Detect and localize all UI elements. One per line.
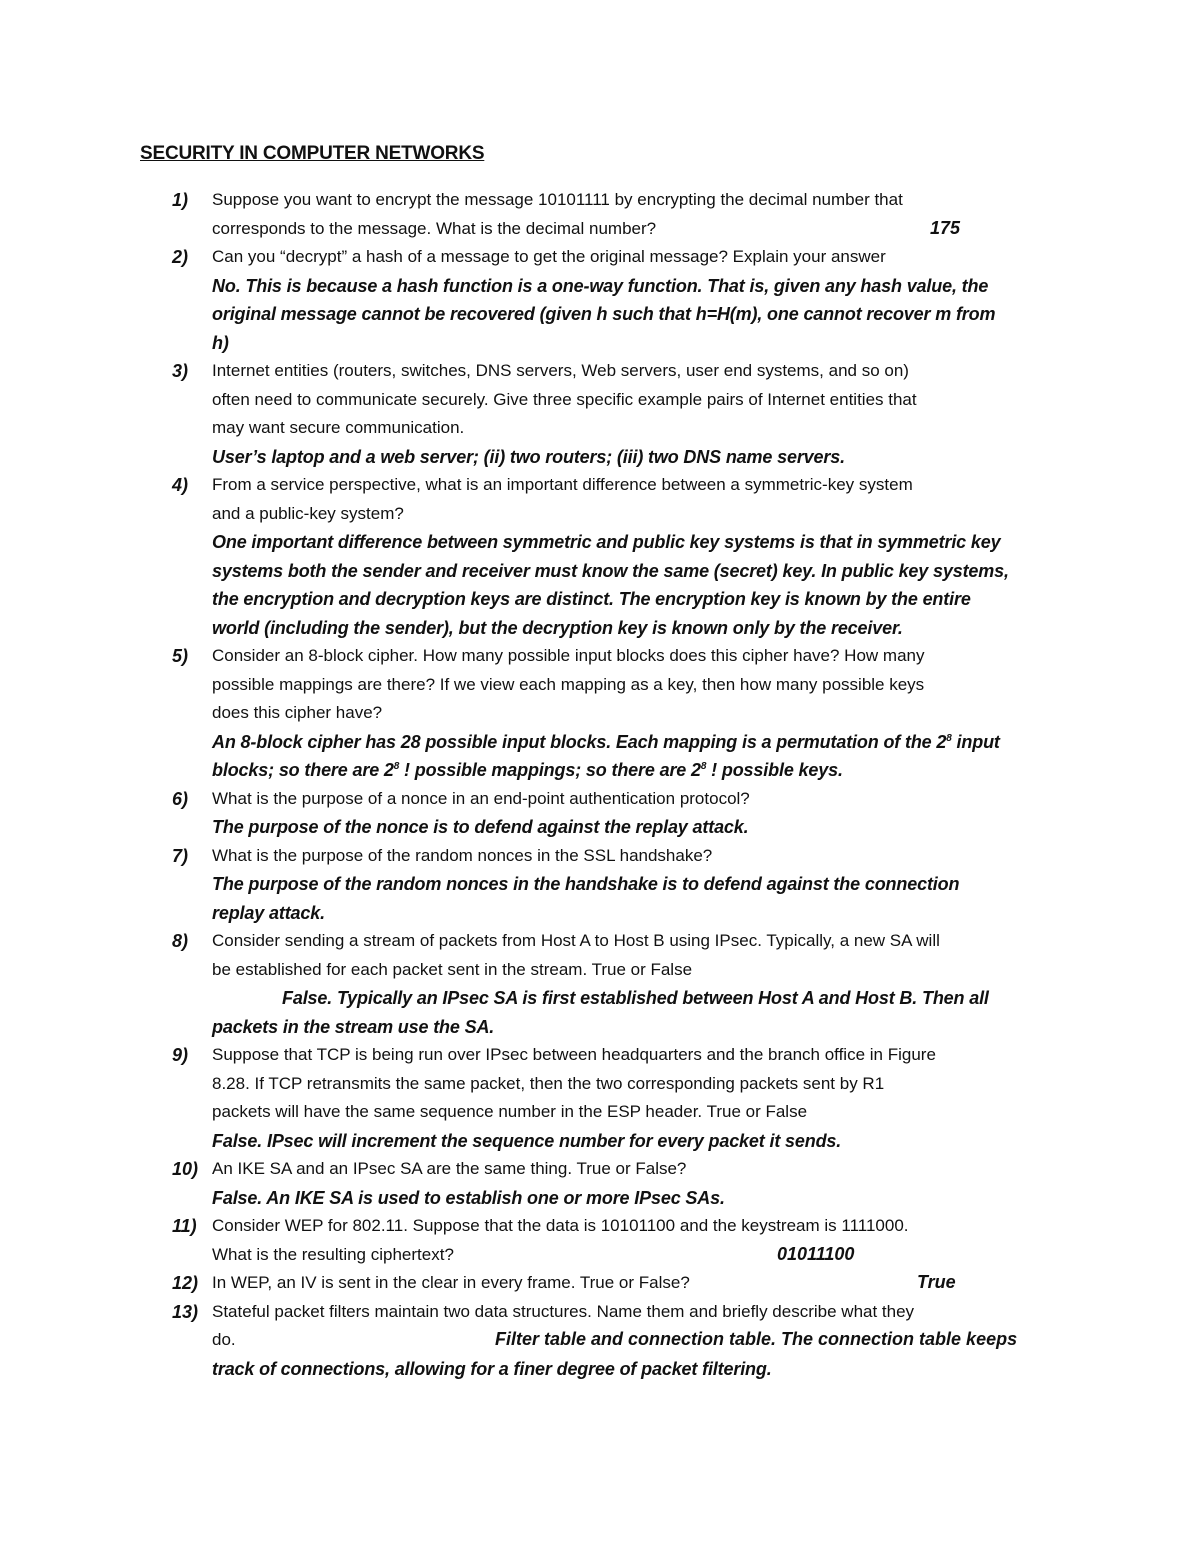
question-number: 13) bbox=[172, 1301, 199, 1322]
question-text: may want secure communication. bbox=[212, 418, 465, 437]
answer-text: 01011100 bbox=[777, 1243, 855, 1264]
answer-text: False. An IKE SA is used to establish one or more IPsec SAs. bbox=[212, 1187, 725, 1208]
question-number: 3) bbox=[172, 361, 189, 381]
question-item-5 bbox=[0, 642, 1200, 785]
question-text: Suppose that TCP is being run over IPsec between headquarters and the branch office in Figure bbox=[212, 1045, 936, 1064]
question-text: Stateful packet filters maintain two data structures. Name them and briefly describe what they bbox=[212, 1301, 915, 1321]
question-number: 12) bbox=[172, 1273, 199, 1293]
answer-text: One important difference between symmetric and public key systems is that in symmetric key bbox=[212, 532, 1001, 552]
answer-text: False. Typically an IPsec SA is first established between Host A and Host B. Then all bbox=[282, 988, 989, 1008]
answer-text: An 8-block cipher has 28 possible input blocks. Each mapping is a permutation of the $2^8$ input bbox=[212, 731, 1000, 752]
question-item-9 bbox=[0, 1041, 1200, 1155]
question-text: From a service perspective, what is an important difference between a symmetric-key system bbox=[212, 475, 913, 494]
question-item-4 bbox=[0, 471, 1200, 642]
question-text: An IKE SA and an IPsec SA are the same thing. True or False? bbox=[212, 1159, 687, 1178]
question-text: do. bbox=[212, 1330, 236, 1349]
question-text: possible mappings are there? If we view each mapping as a key, then how many possible keys bbox=[212, 674, 925, 694]
question-text: does this cipher have? bbox=[212, 703, 383, 722]
question-item-7 bbox=[0, 842, 1200, 928]
question-text: and a public-key system? bbox=[212, 503, 404, 523]
question-item-8 bbox=[0, 927, 1200, 1041]
question-text: Consider an 8-block cipher. How many possible input blocks does this cipher have? How many bbox=[212, 646, 925, 665]
document-title: SECURITY IN COMPUTER NETWORKS bbox=[140, 143, 485, 164]
question-number: 5) bbox=[172, 646, 189, 666]
question-item-2 bbox=[0, 243, 1200, 357]
answer-text: systems both the sender and receiver must know the same (secret) key. In public key systems, bbox=[212, 560, 1009, 581]
question-number: 4) bbox=[172, 475, 189, 495]
question-text: Consider WEP for 802.11. Suppose that the data is 10101100 and the keystream is 1111000. bbox=[212, 1216, 909, 1235]
answer-text: No. This is because a hash function is a one-way function. That is, given any hash value, the bbox=[212, 275, 989, 296]
question-number: 11) bbox=[172, 1216, 197, 1236]
answer-text: True bbox=[917, 1272, 956, 1292]
answer-text: packets in the stream use the SA. bbox=[212, 1016, 495, 1037]
answer-text: world (including the sender), but the decryption key is known only by the receiver. bbox=[212, 617, 903, 638]
question-text: often need to communicate securely. Give three specific example pairs of Internet entities that bbox=[212, 389, 917, 409]
question-text: What is the resulting ciphertext? bbox=[212, 1244, 454, 1264]
question-number: 8) bbox=[172, 931, 189, 951]
answer-text: Filter table and connection table. The connection table keeps bbox=[495, 1329, 1018, 1349]
question-text: be established for each packet sent in the stream. True or False bbox=[212, 959, 693, 979]
answer-text: False. IPsec will increment the sequence number for every packet it sends. bbox=[212, 1130, 842, 1151]
question-number: 7) bbox=[172, 845, 189, 866]
answer-text: original message cannot be recovered (given h such that h=H(m), one cannot recover m from bbox=[212, 304, 996, 324]
question-text: Suppose you want to encrypt the message 10101111 by encrypting the decimal number that bbox=[212, 190, 903, 209]
question-item-12 bbox=[0, 1269, 1200, 1298]
question-text: packets will have the same sequence number in the ESP header. True or False bbox=[212, 1102, 808, 1121]
question-text: In WEP, an IV is sent in the clear in every frame. True or False? bbox=[212, 1273, 690, 1292]
answer-text: h) bbox=[212, 332, 229, 353]
answer-text: blocks; so there are $2^8$ ! possible mappings; so there are $2^8$ ! possible keys. bbox=[212, 760, 843, 780]
question-number: 10) bbox=[172, 1159, 199, 1179]
question-text: Consider sending a stream of packets from Host A to Host B using IPsec. Typically, a new SA will bbox=[212, 931, 940, 950]
question-number: 1) bbox=[172, 190, 189, 210]
question-number: 6) bbox=[172, 788, 189, 809]
question-text: corresponds to the message. What is the decimal number? bbox=[212, 218, 657, 238]
answer-text: User’s laptop and a web server; (ii) two routers; (iii) two DNS name servers. bbox=[212, 446, 845, 467]
question-item-11 bbox=[0, 1212, 1200, 1269]
question-item-10 bbox=[0, 1155, 1200, 1212]
question-text: What is the purpose of the random nonces in the SSL handshake? bbox=[212, 845, 713, 865]
question-item-13 bbox=[0, 1298, 1200, 1384]
answer-text: track of connections, allowing for a finer degree of packet filtering. bbox=[212, 1358, 772, 1379]
answer-text: the encryption and decryption keys are distinct. The encryption key is known by the entire bbox=[212, 589, 971, 609]
question-text: What is the purpose of a nonce in an end-point authentication protocol? bbox=[212, 788, 750, 808]
question-number: 9) bbox=[172, 1045, 189, 1065]
question-item-1 bbox=[0, 186, 1200, 243]
question-text: Can you “decrypt” a hash of a message to get the original message? Explain your answer bbox=[212, 247, 886, 266]
question-number: 2) bbox=[172, 247, 189, 267]
answer-text: 175 bbox=[930, 217, 961, 238]
question-text: 8.28. If TCP retransmits the same packet, then the two corresponding packets sent by R1 bbox=[212, 1073, 885, 1093]
question-text: Internet entities (routers, switches, DNS servers, Web servers, user end systems, and so on) bbox=[212, 361, 909, 380]
answer-text: The purpose of the nonce is to defend against the replay attack. bbox=[212, 817, 749, 837]
question-list bbox=[0, 186, 1200, 1383]
question-item-3 bbox=[0, 357, 1200, 471]
answer-text: replay attack. bbox=[212, 902, 325, 923]
question-item-6 bbox=[0, 785, 1200, 842]
answer-text: The purpose of the random nonces in the handshake is to defend against the connection bbox=[212, 874, 960, 894]
